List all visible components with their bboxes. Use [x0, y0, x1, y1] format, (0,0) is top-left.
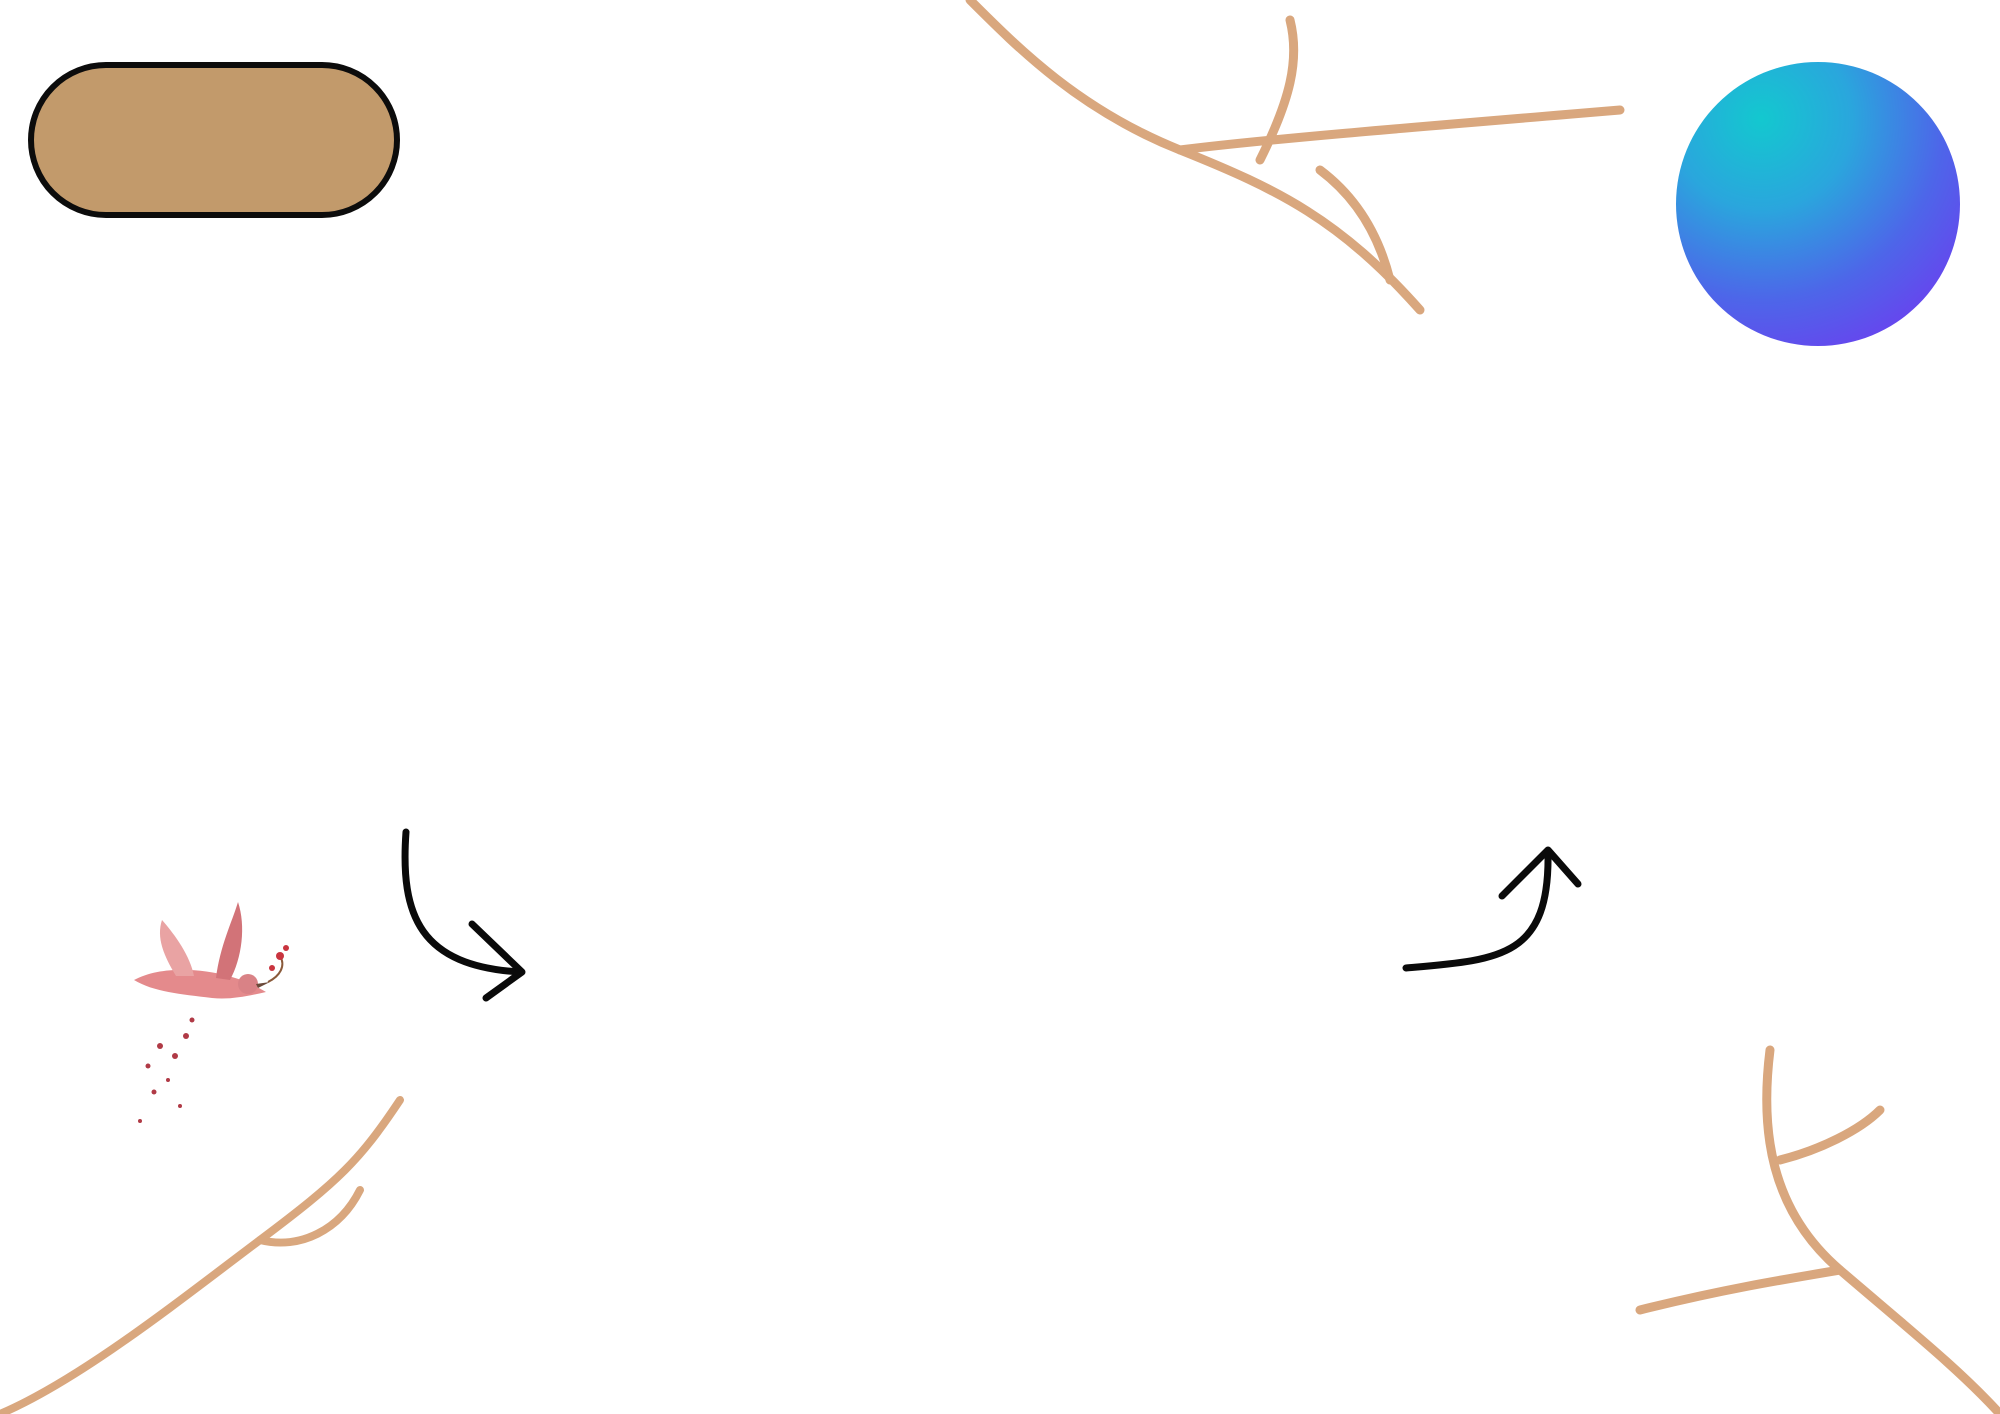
flow-arrow-purchase-to-edit [390, 826, 540, 1006]
cherry-blossom-branch-top [960, 0, 1640, 400]
cherry-blossom-branch-bottom-right [1580, 1010, 2000, 1414]
scalloped-card-shape [650, 914, 1316, 1346]
step-card-purchase [114, 380, 754, 796]
step-card-print [1186, 368, 1848, 796]
cherry-blossom-branch-bottom-left [0, 1080, 430, 1414]
canva-logo [1676, 62, 1960, 346]
flow-arrow-edit-to-print [1400, 840, 1590, 980]
scalloped-card-shape [114, 380, 754, 796]
scalloped-card-shape [1186, 368, 1848, 796]
step-card-edit [650, 914, 1316, 1346]
sleek-style-logo [28, 62, 400, 218]
